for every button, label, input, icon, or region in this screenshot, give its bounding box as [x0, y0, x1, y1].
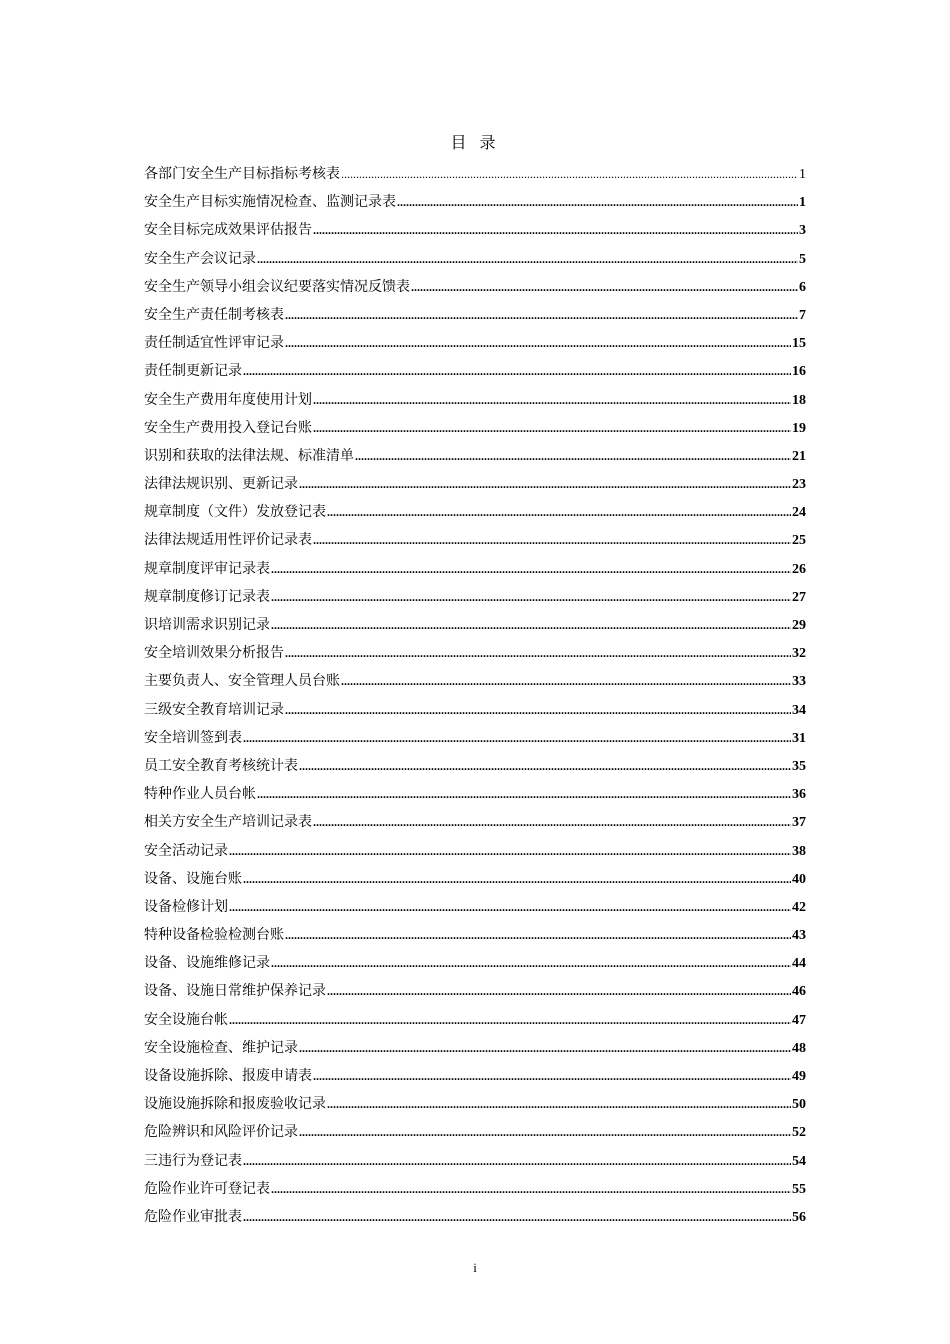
- toc-entry-title: 识别和获取的法律法规、标准清单: [144, 447, 354, 464]
- toc-entry-page: 52: [792, 1125, 806, 1141]
- toc-entry-title: 设备、设施日常维护保养记录: [144, 983, 326, 1000]
- toc-dot-leader: [341, 160, 798, 188]
- toc-entry-title: 危险作业许可登记表: [144, 1180, 270, 1197]
- toc-dot-leader: [285, 921, 791, 949]
- toc-entry-title: 员工安全教育考核统计表: [144, 757, 298, 774]
- toc-entry-page: 55: [792, 1181, 806, 1197]
- toc-entry-title: 三违行为登记表: [144, 1152, 242, 1169]
- toc-dot-leader: [355, 442, 791, 470]
- toc-entry[interactable]: [144, 921, 806, 949]
- toc-dot-leader: [271, 1175, 791, 1203]
- toc-entry-page: 25: [792, 533, 806, 549]
- toc-entry-page: 48: [792, 1040, 806, 1056]
- toc-entry-title: 危险辨识和风险评价记录: [144, 1124, 298, 1141]
- toc-dot-leader: [313, 526, 791, 554]
- toc-entry[interactable]: [144, 1175, 806, 1203]
- toc-entry-page: 21: [792, 448, 806, 464]
- toc-entry-page: 46: [792, 984, 806, 1000]
- toc-dot-leader: [243, 1147, 791, 1175]
- toc-entry-title: 安全生产会议记录: [144, 250, 256, 267]
- toc-entry[interactable]: [144, 555, 806, 583]
- toc-entry[interactable]: [144, 188, 806, 216]
- toc-entry[interactable]: [144, 470, 806, 498]
- toc-entry[interactable]: [144, 639, 806, 667]
- toc-dot-leader: [285, 329, 791, 357]
- toc-entry-title: 相关方安全生产培训记录表: [144, 814, 312, 831]
- toc-entry-title: 规章制度（文件）发放登记表: [144, 504, 326, 521]
- toc-entry[interactable]: [144, 583, 806, 611]
- toc-entry[interactable]: [144, 724, 806, 752]
- toc-entry[interactable]: [144, 301, 806, 329]
- toc-entry[interactable]: [144, 1062, 806, 1090]
- toc-entry[interactable]: [144, 837, 806, 865]
- toc-entry-title: 安全培训效果分析报告: [144, 645, 284, 662]
- toc-entry[interactable]: [144, 1090, 806, 1118]
- toc-entry-page: 40: [792, 871, 806, 887]
- toc-entry[interactable]: [144, 357, 806, 385]
- toc-entry-title: 法律法规适用性评价记录表: [144, 532, 312, 549]
- toc-entry-page: 7: [799, 307, 806, 323]
- toc-entry-page: 32: [792, 646, 806, 662]
- toc-entry-page: 54: [792, 1153, 806, 1169]
- toc-entry-title: 安全设施检查、维护记录: [144, 1039, 298, 1056]
- toc-dot-leader: [243, 1203, 791, 1231]
- toc-dot-leader: [341, 667, 791, 695]
- toc-dot-leader: [285, 639, 791, 667]
- toc-entry-page: 1: [799, 195, 806, 211]
- toc-dot-leader: [299, 752, 791, 780]
- toc-entry-page: 26: [792, 561, 806, 577]
- toc-entry[interactable]: [144, 611, 806, 639]
- toc-entry-page: 19: [792, 420, 806, 436]
- toc-entry[interactable]: [144, 526, 806, 554]
- toc-entry-page: 44: [792, 956, 806, 972]
- toc-entry[interactable]: [144, 442, 806, 470]
- toc-entry-page: 31: [792, 730, 806, 746]
- toc-dot-leader: [299, 1118, 791, 1146]
- toc-entry-title: 三级安全教育培训记录: [144, 701, 284, 718]
- toc-dot-leader: [313, 386, 791, 414]
- toc-entry-title: 设备设施拆除、报废申请表: [144, 1068, 312, 1084]
- toc-dot-leader: [313, 808, 791, 836]
- toc-dot-leader: [243, 865, 791, 893]
- toc-entry[interactable]: [144, 1118, 806, 1146]
- toc-dot-leader: [299, 1034, 791, 1062]
- toc-entry[interactable]: [144, 977, 806, 1005]
- toc-dot-leader: [397, 188, 798, 216]
- page-number: i: [473, 1260, 477, 1275]
- toc-list: [144, 160, 806, 1231]
- toc-entry-page: 37: [792, 815, 806, 831]
- toc-entry-title: 各部门安全生产目标指标考核表: [144, 166, 340, 182]
- toc-entry-title: 安全生产费用年度使用计划: [144, 391, 312, 408]
- toc-entry[interactable]: [144, 865, 806, 893]
- toc-entry[interactable]: [144, 386, 806, 414]
- toc-entry-page: 33: [792, 674, 806, 690]
- toc-entry[interactable]: [144, 273, 806, 301]
- toc-entry-page: 35: [792, 758, 806, 774]
- toc-entry-title: 设备检修计划: [144, 898, 228, 915]
- toc-entry-page: 16: [792, 364, 806, 380]
- toc-entry-title: 设备、设施维修记录: [144, 955, 270, 972]
- toc-entry-title: 危险作业审批表: [144, 1208, 242, 1225]
- toc-dot-leader: [229, 1006, 791, 1034]
- toc-entry-title: 主要负责人、安全管理人员台账: [144, 673, 340, 690]
- toc-entry-title: 特种作业人员台帐: [144, 786, 256, 803]
- toc-entry-page: 1: [799, 167, 806, 182]
- toc-dot-leader: [299, 470, 791, 498]
- toc-entry[interactable]: [144, 808, 806, 836]
- toc-dot-leader: [229, 837, 791, 865]
- toc-dot-leader: [243, 357, 791, 385]
- toc-entry-page: 38: [792, 843, 806, 859]
- toc-entry[interactable]: [144, 780, 806, 808]
- toc-dot-leader: [313, 1062, 791, 1090]
- toc-entry-page: 36: [792, 787, 806, 803]
- toc-entry-page: 50: [792, 1097, 806, 1113]
- toc-entry-title: 安全生产目标实施情况检查、监测记录表: [144, 194, 396, 211]
- toc-dot-leader: [411, 273, 798, 301]
- toc-entry-title: 责任制适宜性评审记录: [144, 335, 284, 352]
- toc-entry-title: 规章制度评审记录表: [144, 560, 270, 577]
- toc-entry[interactable]: [144, 1034, 806, 1062]
- toc-entry-title: 安全设施台帐: [144, 1011, 228, 1028]
- toc-entry-title: 安全目标完成效果评估报告: [144, 222, 312, 239]
- toc-dot-leader: [285, 301, 798, 329]
- toc-entry-title: 设备、设施台账: [144, 870, 242, 887]
- toc-dot-leader: [271, 611, 791, 639]
- toc-entry-title: 法律法规识别、更新记录: [144, 476, 298, 493]
- toc-entry[interactable]: [144, 245, 806, 273]
- toc-dot-leader: [271, 583, 791, 611]
- toc-entry-page: 43: [792, 928, 806, 944]
- toc-dot-leader: [257, 245, 798, 273]
- toc-dot-leader: [229, 893, 791, 921]
- toc-dot-leader: [327, 1090, 791, 1118]
- toc-entry[interactable]: [144, 1147, 806, 1175]
- toc-dot-leader: [313, 414, 791, 442]
- toc-entry-title: 安全生产费用投入登记台账: [144, 419, 312, 436]
- toc-entry-page: 3: [799, 223, 806, 239]
- toc-entry-title: 识培训需求识别记录: [144, 617, 270, 633]
- toc-entry-title: 安全生产领导小组会议纪要落实情况反馈表: [144, 278, 410, 295]
- toc-entry[interactable]: [144, 160, 806, 188]
- toc-entry-page: 29: [792, 618, 806, 633]
- toc-entry[interactable]: [144, 216, 806, 244]
- toc-dot-leader: [257, 780, 791, 808]
- toc-entry-page: 49: [792, 1069, 806, 1084]
- toc-entry[interactable]: [144, 893, 806, 921]
- toc-entry-page: 56: [792, 1209, 806, 1225]
- toc-entry[interactable]: [144, 1203, 806, 1231]
- toc-entry-page: 6: [799, 279, 806, 295]
- toc-dot-leader: [271, 555, 791, 583]
- toc-entry-title: 安全培训签到表: [144, 729, 242, 746]
- toc-entry-page: 34: [792, 702, 806, 718]
- toc-entry-page: 27: [792, 589, 806, 605]
- toc-dot-leader: [327, 498, 791, 526]
- toc-entry[interactable]: [144, 752, 806, 780]
- toc-entry-title: 安全活动记录: [144, 842, 228, 859]
- toc-entry[interactable]: [144, 498, 806, 526]
- toc-dot-leader: [243, 724, 791, 752]
- toc-entry[interactable]: [144, 1006, 806, 1034]
- toc-dot-leader: [327, 977, 791, 1005]
- toc-entry-title: 设施设施拆除和报废验收记录: [144, 1096, 326, 1113]
- toc-entry-title: 规章制度修订记录表: [144, 588, 270, 605]
- toc-entry-page: 15: [792, 336, 806, 352]
- toc-entry-title: 责任制更新记录: [144, 363, 242, 380]
- toc-entry-title: 特种设备检验检测台账: [144, 927, 284, 944]
- toc-entry[interactable]: [144, 329, 806, 357]
- toc-entry-page: 47: [792, 1012, 806, 1028]
- toc-entry[interactable]: [144, 667, 806, 695]
- toc-entry-page: 24: [792, 505, 806, 521]
- toc-dot-leader: [271, 949, 791, 977]
- toc-entry[interactable]: [144, 414, 806, 442]
- toc-entry[interactable]: [144, 696, 806, 724]
- toc-dot-leader: [313, 216, 798, 244]
- toc-entry-page: 18: [792, 392, 806, 408]
- toc-dot-leader: [285, 696, 791, 724]
- toc-entry-page: 42: [792, 899, 806, 915]
- toc-entry-page: 5: [799, 251, 806, 267]
- toc-title: 目 录: [450, 133, 500, 152]
- toc-entry-title: 安全生产责任制考核表: [144, 306, 284, 323]
- toc-entry-page: 23: [792, 477, 806, 493]
- toc-entry[interactable]: [144, 949, 806, 977]
